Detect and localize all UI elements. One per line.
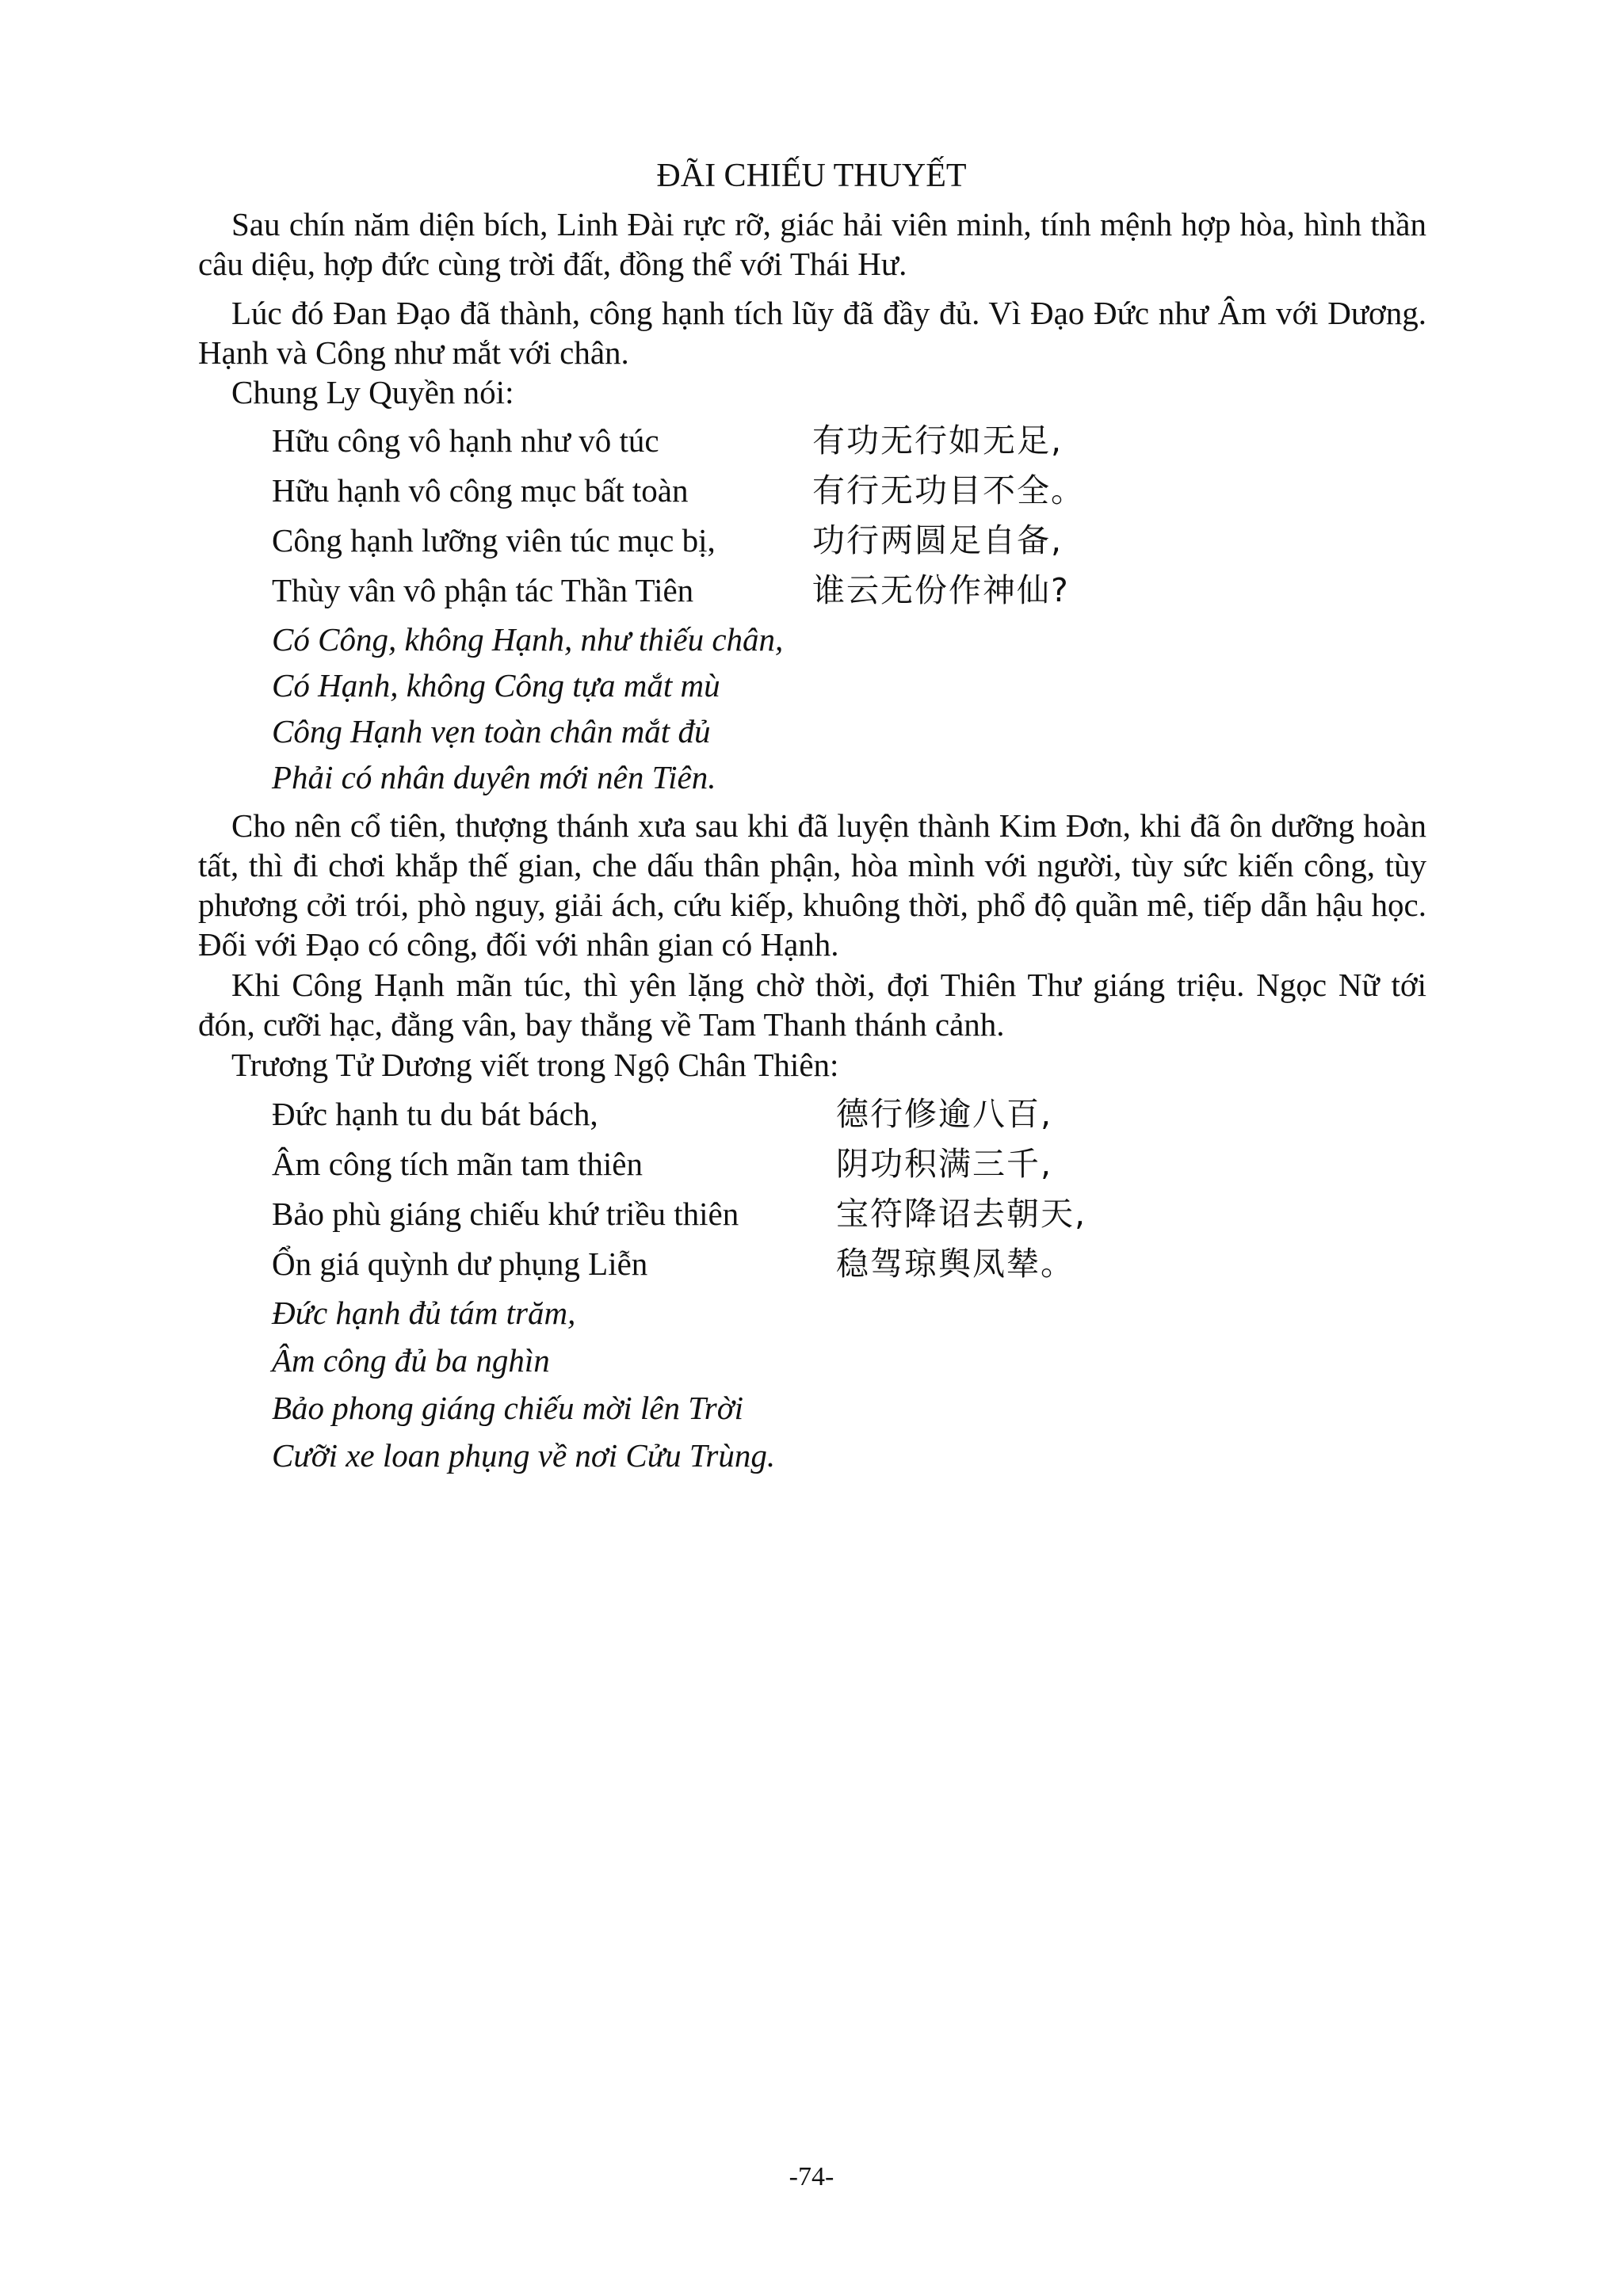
verse2-line-vn: Đức hạnh tu du bát bách, xyxy=(272,1096,598,1132)
paragraph-4: Khi Công Hạnh mãn túc, thì yên lặng chờ thời, đợi Thiên Thư giáng triệu. Ngọc Nữ tới đón, cưỡi hạc, đằng vân, bay thẳng về Tam Thanh thánh cảnh. xyxy=(198,967,1426,1043)
verse2-line-cn: 阴功积满三千, xyxy=(836,1145,1053,1183)
paragraph-2: Lúc đó Đan Đạo đã thành, công hạnh tích lũy đã đầy đủ. Vì Đạo Đức như Âm với Dương. Hạnh và Công như mắt với chân. xyxy=(198,295,1426,371)
paragraph-1: Sau chín năm diện bích, Linh Đài rực rỡ, giác hải viên minh, tính mệnh hợp hòa, hình thần câu diệu, hợp đức cùng trời đất, đồng thể với Thái Hư. xyxy=(198,206,1426,282)
verse2-translation-line: Âm công đủ ba nghìn xyxy=(272,1342,550,1379)
verse1-translation-line: Công Hạnh vẹn toàn chân mắt đủ xyxy=(272,713,711,749)
verse1-line-vn: Hữu hạnh vô công mục bất toàn xyxy=(272,472,689,509)
verse2-intro: Trương Tử Dương viết trong Ngộ Chân Thiên: xyxy=(231,1047,839,1083)
verse2-translation-line: Cưỡi xe loan phụng về nơi Cửu Trùng. xyxy=(272,1437,776,1474)
verse2-translation-line: Bảo phong giáng chiếu mời lên Trời xyxy=(272,1390,743,1426)
verse2-line-vn: Ổn giá quỳnh dư phụng Liễn xyxy=(272,1245,648,1282)
verse1-intro: Chung Ly Quyền nói: xyxy=(231,374,514,410)
verse1-translation-line: Có Công, không Hạnh, như thiếu chân, xyxy=(272,621,784,658)
verse2-translation-line: Đức hạnh đủ tám trăm, xyxy=(272,1295,576,1331)
verse1-line-vn: Thùy vân vô phận tác Thần Tiên xyxy=(272,572,694,608)
verse2-line-vn: Âm công tích mãn tam thiên xyxy=(272,1146,643,1182)
verse1-line-vn: Hữu công vô hạnh như vô túc xyxy=(272,422,659,459)
verse1-translation-line: Phải có nhân duyên mới nên Tiên. xyxy=(272,759,716,795)
verse1-line-cn: 有功无行如无足, xyxy=(812,421,1064,460)
paragraph-3: Cho nên cổ tiên, thượng thánh xưa sau khi đã luyện thành Kim Đơn, khi đã ôn dưỡng hoàn tất, thì đi chơi khắp thế gian, che dấu thân phận, hòa mình với người, tùy sức kiến công, tùy phương cởi trói, phò nguy, giải ách, cứu kiếp, khuông thời, phổ độ quần mê, tiếp dẫn hậu học. Đối với Đạo có công, đối với nhân gian có Hạnh. xyxy=(198,807,1426,963)
verse1-translation-line: Có Hạnh, không Công tựa mắt mù xyxy=(272,667,720,704)
verse1-line-vn: Công hạnh lưỡng viên túc mục bị, xyxy=(272,522,716,559)
verse2-line-vn: Bảo phù giáng chiếu khứ triều thiên xyxy=(272,1196,739,1232)
verse2-line-cn: 稳驾琼舆凤辇。 xyxy=(836,1245,1075,1283)
verse1-line-cn: 谁云无份作神仙? xyxy=(812,571,1070,609)
page-title: ĐÃI CHIẾU THUYẾT xyxy=(656,158,967,194)
verse1-line-cn: 有行无功目不全。 xyxy=(812,471,1085,509)
verse2-line-cn: 宝符降诏去朝天, xyxy=(836,1195,1087,1233)
verse2-line-cn: 德行修逾八百, xyxy=(836,1095,1053,1133)
page-number: -74- xyxy=(789,2162,834,2191)
verse1-line-cn: 功行两圆足自备, xyxy=(812,521,1064,559)
